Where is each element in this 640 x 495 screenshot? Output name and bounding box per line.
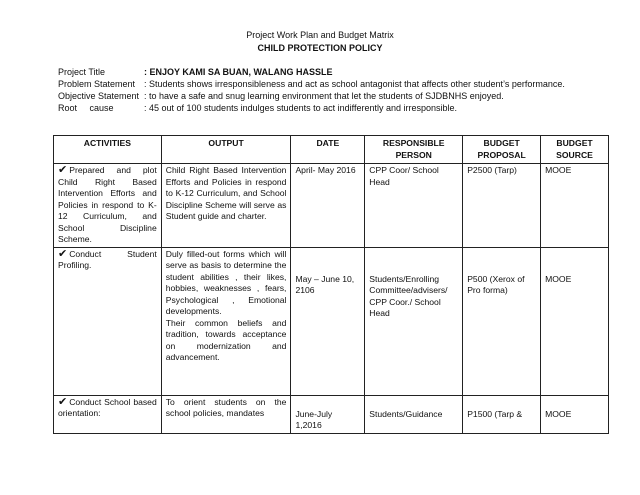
header-budget-proposal: BUDGET PROPOSAL [463, 136, 541, 164]
output-cell: To orient students on the school policies, mandates [161, 395, 291, 433]
activity-cell [54, 395, 162, 433]
source-cell: MOOE [541, 395, 609, 433]
person-cell: Students/Guidance [365, 395, 463, 433]
table-row [54, 164, 609, 248]
project-title-label: Project Title [58, 67, 106, 77]
activity-text: Conduct Student Profiling. [58, 248, 157, 270]
problem-statement-line [58, 79, 565, 89]
header-responsible-person: RESPONSIBLE PERSON [365, 136, 463, 164]
project-title-line [58, 67, 333, 77]
table-header-row [54, 136, 609, 164]
header-output: OUTPUT [161, 136, 291, 164]
objective-statement-value: : to have a safe and snug learning environment that let the students of SJDBNHS enjoyed. [144, 91, 504, 101]
table-row [54, 247, 609, 395]
document-subtitle: CHILD PROTECTION POLICY [257, 43, 383, 53]
person-cell: CPP Coor/ School Head [365, 164, 463, 248]
problem-statement-label: Problem Statement [58, 79, 136, 89]
output-text: Duly filled-out forms which will serve as basis to determine the student abilities , their likes, hobbies, weaknesses , fears, Psychological , Emotional developments. [165, 248, 287, 316]
checkmark-icon: ✔ [58, 395, 68, 408]
root-cause-line [58, 103, 457, 113]
date-cell: April- May 2016 [291, 164, 365, 248]
date-cell: June-July 1,2016 [291, 395, 365, 433]
activity-text: Conduct School based orientation: [58, 396, 157, 418]
objective-statement-label: Objective Statement [58, 91, 140, 101]
header-budget-source: BUDGET SOURCE [541, 136, 609, 164]
root-cause-value: : 45 out of 100 students indulges students to act indifferently and irresponsible. [144, 103, 458, 113]
document-title: Project Work Plan and Budget Matrix [246, 30, 394, 40]
person-cell: Students/Enrolling Committee/advisers/ CPP Coor./ School Head [365, 247, 463, 395]
activity-cell [54, 247, 162, 395]
output-cell [161, 247, 291, 395]
source-cell: MOOE [541, 247, 609, 395]
budget-cell: P1500 (Tarp & [463, 395, 541, 433]
header-date: DATE [291, 136, 365, 164]
header-activities: ACTIVITIES [54, 136, 162, 164]
activity-text: Prepared and plot Child Right Based Intervention Efforts and Policies in respond to K-12 Curriculum, and School Discipline Scheme. [58, 165, 157, 244]
budget-cell: P2500 (Tarp) [463, 164, 541, 248]
output-text-continued: Their common beliefs and tradition, towards acceptance on modernization and advancement. [165, 317, 287, 362]
work-plan-table [53, 135, 609, 434]
date-cell: May – June 10, 2106 [291, 247, 365, 395]
checkmark-icon: ✔ [58, 247, 68, 260]
project-title-value: : ENJOY KAMI SA BUAN, WALANG HASSLE [144, 67, 333, 77]
checkmark-icon: ✔ [58, 164, 68, 176]
problem-statement-value: : Students shows irresponsibleness and act as school antagonist that affects other student’s performance. [144, 79, 565, 89]
root-cause-label: Root cause [58, 103, 114, 113]
output-cell: Child Right Based Intervention Efforts and Policies in respond to K-12 Curriculum, and School Discipline Scheme will serve as Student guide and charter. [161, 164, 291, 248]
source-cell: MOOE [541, 164, 609, 248]
table-row [54, 395, 609, 433]
objective-statement-line [58, 91, 504, 101]
activity-cell [54, 164, 162, 248]
budget-cell: P500 (Xerox of Pro forma) [463, 247, 541, 395]
